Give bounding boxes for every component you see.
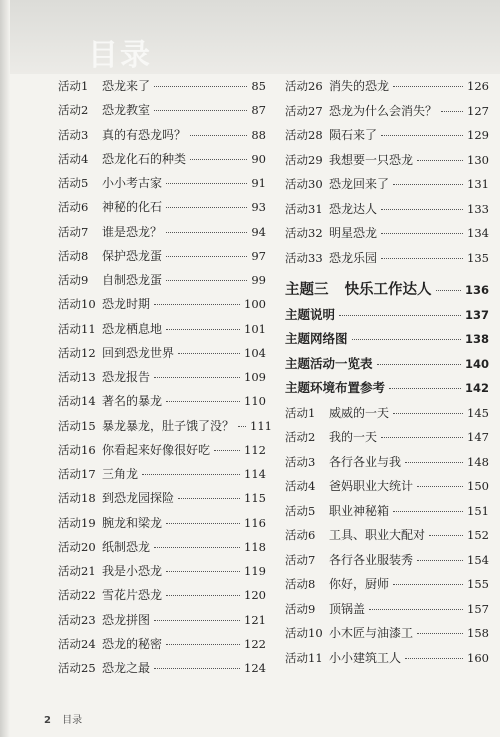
entry-title: 纸制恐龙 — [102, 539, 151, 554]
toc-entry[interactable] — [58, 587, 266, 611]
leader-dots — [339, 315, 461, 316]
page-number: 150 — [467, 479, 489, 493]
leader-dots — [417, 486, 463, 487]
page-number: 91 — [251, 176, 266, 190]
entry-title: 职业神秘箱 — [329, 503, 390, 518]
toc-section[interactable] — [285, 307, 489, 332]
leader-dots — [381, 233, 463, 234]
entry-title: 你好，厨师 — [329, 577, 390, 591]
entry-title: 我是小恐龙 — [102, 564, 163, 578]
entry-title: 真的有恐龙吗？ — [102, 127, 187, 142]
activity-number: 活动4 — [58, 151, 89, 166]
page-number: 152 — [467, 528, 489, 542]
toc-entry[interactable] — [58, 563, 266, 587]
entry-title: 恐龙为什么会消失？ — [329, 103, 438, 118]
activity-number: 活动25 — [58, 661, 96, 675]
entry-title: 陨石来了 — [329, 128, 378, 142]
page-number: 158 — [467, 626, 489, 640]
toc-entry[interactable] — [58, 660, 266, 684]
toc-entry[interactable] — [58, 127, 266, 151]
leader-dots — [381, 437, 463, 438]
entry-title: 小木匠与油漆工 — [329, 626, 414, 640]
page-number: 109 — [244, 370, 266, 384]
entry-title: 恐龙达人 — [329, 201, 378, 216]
toc-entry[interactable] — [58, 466, 266, 490]
page-number: 145 — [467, 405, 489, 420]
page-number: 101 — [244, 321, 266, 336]
toc-entry[interactable] — [285, 552, 489, 577]
leader-dots — [389, 388, 461, 389]
activity-number: 活动3 — [58, 127, 89, 142]
page-number: 88 — [251, 127, 266, 142]
page-number: 131 — [467, 177, 489, 191]
activity-number: 活动33 — [285, 250, 323, 265]
activity-number: 活动19 — [58, 515, 96, 530]
leader-dots — [154, 547, 240, 548]
page-number: 133 — [467, 201, 489, 216]
leader-dots — [166, 183, 247, 184]
page-number: 116 — [244, 515, 266, 530]
page-number: 93 — [251, 200, 266, 215]
toc-section[interactable] — [285, 380, 489, 405]
leader-dots — [417, 560, 463, 561]
activity-number: 活动8 — [58, 248, 89, 263]
leader-dots — [381, 135, 463, 136]
activity-number: 活动31 — [285, 201, 323, 216]
page-number: 112 — [244, 442, 266, 457]
entry-title: 恐龙教室 — [102, 103, 151, 118]
leader-dots — [238, 426, 246, 427]
activity-number: 活动7 — [285, 552, 316, 567]
activity-number: 活动5 — [58, 176, 89, 190]
page-number: 135 — [467, 250, 489, 265]
page-number: 147 — [467, 430, 489, 444]
leader-dots — [393, 511, 463, 512]
entry-title: 恐龙报告 — [102, 370, 151, 384]
activity-number: 活动32 — [285, 226, 323, 240]
entry-title: 我想要一只恐龙 — [329, 152, 414, 167]
activity-number: 活动3 — [285, 454, 316, 469]
toc-entry[interactable] — [58, 248, 266, 272]
leader-dots — [154, 304, 240, 305]
toc-entry[interactable] — [58, 151, 266, 175]
toc-entry[interactable] — [285, 103, 489, 128]
entry-title: 顶锅盖 — [329, 601, 366, 616]
leader-dots — [352, 339, 461, 340]
page-number: 121 — [244, 612, 266, 627]
toc-entry[interactable] — [58, 539, 266, 563]
toc-entry[interactable] — [58, 636, 266, 660]
section-title: 主题活动一览表 — [285, 355, 373, 371]
leader-dots — [393, 584, 463, 585]
leader-dots — [417, 633, 463, 634]
leader-dots — [214, 450, 240, 451]
activity-number: 活动6 — [285, 528, 316, 542]
leader-dots — [166, 256, 247, 257]
page-number: 97 — [251, 248, 266, 263]
entry-title: 恐龙栖息地 — [102, 321, 163, 336]
entry-title: 著名的暴龙 — [102, 394, 163, 409]
toc-entry[interactable] — [58, 102, 266, 126]
activity-number: 活动23 — [58, 612, 96, 627]
page-number: 154 — [467, 552, 489, 567]
toc-left-column — [58, 78, 272, 684]
entry-title: 腕龙和梁龙 — [102, 515, 163, 530]
page-number: 111 — [250, 418, 272, 433]
toc-entry[interactable] — [58, 369, 266, 393]
activity-number: 活动20 — [58, 539, 96, 554]
leader-dots — [154, 377, 240, 378]
page-number: 87 — [251, 103, 266, 118]
leader-dots — [381, 258, 463, 259]
page-title: 目录 — [88, 38, 152, 73]
toc-entry[interactable] — [285, 478, 489, 503]
entry-title: 我的一天 — [329, 430, 378, 444]
toc-entry[interactable] — [285, 176, 489, 201]
page-number: 124 — [244, 661, 266, 675]
activity-number: 活动21 — [58, 564, 96, 578]
leader-dots — [441, 111, 463, 112]
entry-title: 神秘的化石 — [102, 200, 163, 215]
entry-title: 三角龙 — [102, 467, 139, 481]
footer-page-number: 2 — [44, 715, 51, 726]
entry-title: 保护恐龙蛋 — [102, 248, 163, 263]
page-number: 94 — [251, 224, 266, 239]
leader-dots — [166, 644, 240, 645]
activity-number: 活动11 — [285, 650, 323, 665]
activity-number: 活动5 — [285, 503, 316, 518]
page-number: 122 — [244, 636, 266, 651]
entry-title: 回到恐龙世界 — [102, 345, 175, 360]
leader-dots — [381, 209, 463, 210]
page-number: 155 — [467, 577, 489, 591]
entry-title: 恐龙时期 — [102, 297, 151, 312]
entry-title: 小小考古家 — [102, 176, 163, 190]
entry-title: 谁是恐龙？ — [102, 224, 163, 239]
leader-dots — [154, 110, 247, 111]
page-number: 126 — [467, 79, 489, 93]
toc-entry[interactable] — [58, 393, 266, 417]
activity-number: 活动11 — [58, 321, 96, 336]
leader-dots — [190, 135, 247, 136]
toc-entry[interactable] — [58, 418, 272, 442]
leader-dots — [166, 571, 240, 572]
entry-title: 工具、职业大配对 — [329, 528, 426, 542]
activity-number: 活动10 — [285, 626, 323, 640]
leader-dots — [190, 159, 247, 160]
page-number: 119 — [244, 564, 266, 578]
leader-dots — [393, 413, 463, 414]
activity-number: 活动6 — [58, 200, 89, 215]
leader-dots — [166, 207, 247, 208]
page-number: 157 — [467, 601, 489, 616]
toc-section[interactable] — [285, 356, 489, 381]
toc-entry[interactable] — [285, 650, 489, 675]
page-number: 142 — [464, 381, 489, 395]
activity-number: 活动17 — [58, 467, 96, 481]
activity-number: 活动1 — [285, 405, 316, 420]
header-band — [0, 0, 500, 74]
activity-number: 活动29 — [285, 152, 323, 167]
footer-label: 目录 — [62, 715, 83, 726]
leader-dots — [393, 86, 463, 87]
toc-entry[interactable] — [285, 429, 489, 454]
entry-title: 暴龙暴龙，肚子饿了没？ — [102, 418, 235, 433]
activity-number: 活动10 — [58, 297, 96, 312]
activity-number: 活动9 — [285, 601, 316, 616]
page-number: 151 — [467, 503, 489, 518]
leader-dots — [166, 401, 240, 402]
entry-title: 明星恐龙 — [329, 226, 378, 240]
page-number: 134 — [467, 226, 489, 240]
page-number: 137 — [464, 307, 489, 322]
leader-dots — [417, 160, 463, 161]
section-title: 主题说明 — [285, 306, 336, 322]
page-number: 130 — [467, 152, 489, 167]
toc-entry[interactable] — [58, 490, 266, 514]
section-title: 主题环境布置参考 — [285, 380, 386, 395]
toc-entry[interactable] — [285, 625, 489, 650]
theme-title: 快乐工作达人 — [344, 282, 432, 298]
entry-title: 威威的一天 — [329, 405, 390, 420]
entry-title: 恐龙的秘密 — [102, 636, 163, 651]
page-number: 138 — [464, 332, 489, 346]
toc-entry[interactable] — [58, 612, 266, 636]
toc-entry[interactable] — [285, 201, 489, 226]
toc-entry[interactable] — [285, 152, 489, 177]
theme-heading[interactable] — [285, 282, 489, 307]
activity-number: 活动8 — [285, 577, 316, 591]
toc-entry[interactable] — [285, 454, 489, 479]
leader-dots — [429, 535, 463, 536]
toc-entry[interactable] — [58, 345, 266, 369]
leader-dots — [166, 329, 240, 330]
activity-number: 活动2 — [285, 430, 316, 444]
activity-number: 活动27 — [285, 103, 323, 118]
activity-number: 活动28 — [285, 128, 323, 142]
leader-dots — [393, 184, 463, 185]
toc-section[interactable] — [285, 331, 489, 356]
page-number: 140 — [464, 356, 489, 371]
page-number: 120 — [244, 588, 266, 603]
leader-dots — [369, 609, 463, 610]
page-number: 90 — [251, 151, 266, 166]
entry-title: 恐龙拼图 — [102, 612, 151, 627]
toc-entry[interactable] — [58, 515, 266, 539]
leader-dots — [166, 595, 240, 596]
page-number: 129 — [467, 128, 489, 142]
leader-dots — [178, 353, 240, 354]
activity-number: 活动16 — [58, 442, 96, 457]
toc-entry[interactable] — [58, 175, 266, 199]
entry-title: 恐龙化石的种类 — [102, 151, 187, 166]
entry-title: 恐龙来了 — [102, 79, 151, 93]
activity-number: 活动15 — [58, 418, 96, 433]
leader-dots — [436, 290, 461, 291]
page-edge-shadow — [0, 0, 10, 737]
page-number: 115 — [244, 491, 266, 506]
page-number: 85 — [251, 79, 266, 93]
activity-number: 活动26 — [285, 79, 323, 93]
leader-dots — [405, 658, 463, 659]
leader-dots — [405, 462, 463, 463]
entry-title: 到恐龙园探险 — [102, 491, 175, 506]
section-title: 主题网络图 — [285, 331, 348, 346]
activity-number: 活动13 — [58, 370, 96, 384]
toc-entry[interactable] — [285, 405, 489, 430]
activity-number: 活动2 — [58, 103, 89, 118]
entry-title: 各行各业服装秀 — [329, 552, 414, 567]
page-number: 100 — [244, 297, 266, 312]
toc-right-column — [285, 78, 489, 674]
theme-page: 136 — [464, 283, 489, 297]
activity-number: 活动22 — [58, 588, 96, 603]
leader-dots — [154, 620, 240, 621]
toc-entry[interactable] — [58, 199, 266, 223]
toc-entry[interactable] — [58, 321, 266, 345]
toc-entry[interactable] — [285, 527, 489, 552]
activity-number: 活动12 — [58, 345, 96, 360]
page-number: 127 — [467, 103, 489, 118]
leader-dots — [178, 498, 240, 499]
entry-title: 自制恐龙蛋 — [102, 273, 163, 287]
activity-number: 活动9 — [58, 273, 89, 287]
toc-entry[interactable] — [58, 442, 266, 466]
leader-dots — [154, 86, 247, 87]
toc-entry[interactable] — [58, 272, 266, 296]
page-number: 118 — [244, 539, 266, 554]
page-number: 160 — [467, 650, 489, 665]
page-footer — [44, 711, 82, 726]
page-number: 148 — [467, 454, 489, 469]
entry-title: 恐龙乐园 — [329, 250, 378, 265]
activity-number: 活动18 — [58, 491, 96, 506]
toc-entry[interactable] — [285, 503, 489, 528]
toc-entry[interactable] — [285, 225, 489, 250]
toc-entry[interactable] — [58, 296, 266, 320]
page-number: 114 — [244, 467, 266, 481]
entry-title: 雪花片恐龙 — [102, 588, 163, 603]
leader-dots — [142, 474, 240, 475]
leader-dots — [166, 523, 240, 524]
activity-number: 活动14 — [58, 394, 96, 409]
leader-dots — [166, 232, 247, 233]
entry-title: 小小建筑工人 — [329, 650, 402, 665]
activity-number: 活动1 — [58, 79, 89, 93]
toc-entry[interactable] — [285, 250, 489, 275]
entry-title: 恐龙回来了 — [329, 177, 390, 191]
leader-dots — [166, 280, 247, 281]
toc-entry[interactable] — [285, 601, 489, 626]
leader-dots — [154, 668, 240, 669]
toc-entry[interactable] — [285, 576, 489, 601]
activity-number: 活动24 — [58, 636, 96, 651]
entry-title: 恐龙之最 — [102, 661, 151, 675]
toc-entry[interactable] — [58, 78, 266, 102]
entry-title: 消失的恐龙 — [329, 79, 390, 93]
entry-title: 各行各业与我 — [329, 454, 402, 469]
toc-entry[interactable] — [58, 224, 266, 248]
page-number: 110 — [244, 394, 266, 409]
activity-number: 活动30 — [285, 177, 323, 191]
entry-title: 你看起来好像很好吃 — [102, 442, 211, 457]
activity-number: 活动4 — [285, 479, 316, 493]
page-number: 99 — [251, 273, 266, 287]
leader-dots — [377, 364, 461, 365]
page-number: 104 — [244, 345, 266, 360]
theme-number: 主题三 — [285, 282, 329, 298]
entry-title: 爸妈职业大统计 — [329, 479, 414, 493]
activity-number: 活动7 — [58, 224, 89, 239]
toc-entry[interactable] — [285, 127, 489, 152]
toc-entry[interactable] — [285, 78, 489, 103]
